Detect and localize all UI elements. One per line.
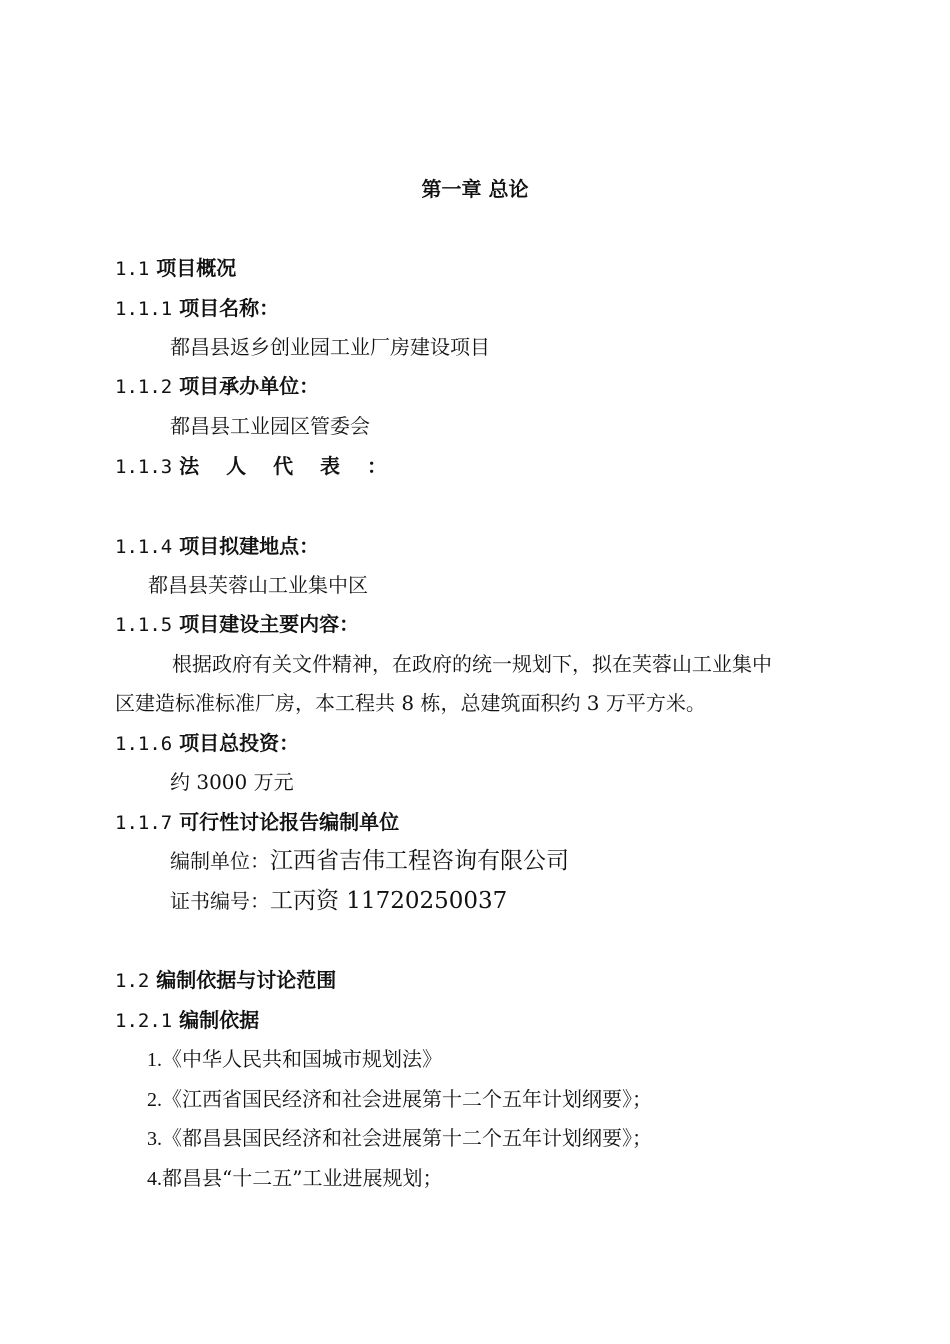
section-1-1-4-heading — [115, 533, 319, 560]
section-title: 编制依据与讨论范围 — [156, 968, 337, 992]
section-title: 法 人 代 表 ： — [179, 454, 398, 478]
content-paragraph-line-2: 区建造标准标准厂房，本工程共 8 栋，总建筑面积约 3 万平方米。 — [115, 691, 706, 715]
section-1-1-6-heading — [115, 730, 299, 757]
list-item — [147, 1125, 652, 1152]
list-item-number: 1. — [147, 1049, 162, 1071]
section-number: 1.1.3 — [115, 456, 173, 478]
section-1-1-heading — [115, 255, 236, 282]
section-1-2-1-heading — [115, 1007, 259, 1034]
list-item-text: 都昌县“十二五”工业进展规划； — [162, 1166, 443, 1190]
list-item-number: 4. — [147, 1168, 162, 1190]
list-item-text: 《江西省国民经济和社会进展第十二个五年计划纲要》； — [162, 1087, 652, 1111]
compiling-unit-label: 编制单位： — [170, 849, 270, 873]
section-number: 1.1 — [115, 258, 150, 280]
section-number: 1.1.6 — [115, 733, 173, 755]
project-name-value: 都昌县返乡创业园工业厂房建设项目 — [170, 335, 490, 359]
section-title: 项目承办单位： — [179, 374, 320, 398]
list-item-text: 《中华人民共和国城市规划法》 — [162, 1047, 442, 1071]
list-item — [147, 1165, 442, 1192]
total-investment-value: 约 3000 万元 — [170, 770, 294, 794]
list-item — [147, 1046, 442, 1073]
section-title: 可行性讨论报告编制单位 — [179, 810, 400, 834]
certificate-label: 证书编号： — [170, 889, 270, 913]
site-location-value: 都昌县芙蓉山工业集中区 — [148, 573, 368, 597]
section-number: 1.1.5 — [115, 614, 173, 636]
list-item-number: 2. — [147, 1089, 162, 1111]
section-number: 1.1.2 — [115, 376, 173, 398]
certificate-line — [170, 888, 507, 914]
certificate-value: 工丙资 11720250037 — [270, 888, 508, 914]
section-1-1-7-heading — [115, 809, 399, 836]
section-1-1-1-heading — [115, 295, 279, 322]
section-title: 项目建设主要内容： — [179, 612, 360, 636]
list-item — [147, 1086, 652, 1113]
section-number: 1.1.4 — [115, 536, 173, 558]
section-title: 项目名称： — [179, 296, 280, 320]
section-1-1-2-heading — [115, 373, 319, 400]
section-number: 1.1.7 — [115, 812, 173, 834]
section-title: 项目概况 — [156, 256, 237, 280]
list-item-number: 3. — [147, 1128, 162, 1150]
section-number: 1.1.1 — [115, 298, 173, 320]
section-1-1-3-heading — [115, 453, 397, 480]
compiling-unit-line — [170, 848, 569, 874]
section-1-2-heading — [115, 967, 336, 994]
content-paragraph-line-1: 根据政府有关文件精神，在政府的统一规划下，拟在芙蓉山工业集中 — [172, 652, 772, 676]
sponsor-unit-value: 都昌县工业园区管委会 — [170, 414, 370, 438]
section-1-1-5-heading — [115, 611, 359, 638]
section-title: 编制依据 — [179, 1008, 260, 1032]
list-item-text: 《都昌县国民经济和社会进展第十二个五年计划纲要》； — [162, 1126, 652, 1150]
compiling-unit-value: 江西省吉伟工程咨询有限公司 — [270, 848, 569, 874]
section-title: 项目拟建地点： — [179, 534, 320, 558]
chapter-title: 第一章 总论 — [421, 177, 529, 201]
section-number: 1.2 — [115, 970, 150, 992]
section-number: 1.2.1 — [115, 1010, 173, 1032]
section-title: 项目总投资： — [179, 731, 300, 755]
